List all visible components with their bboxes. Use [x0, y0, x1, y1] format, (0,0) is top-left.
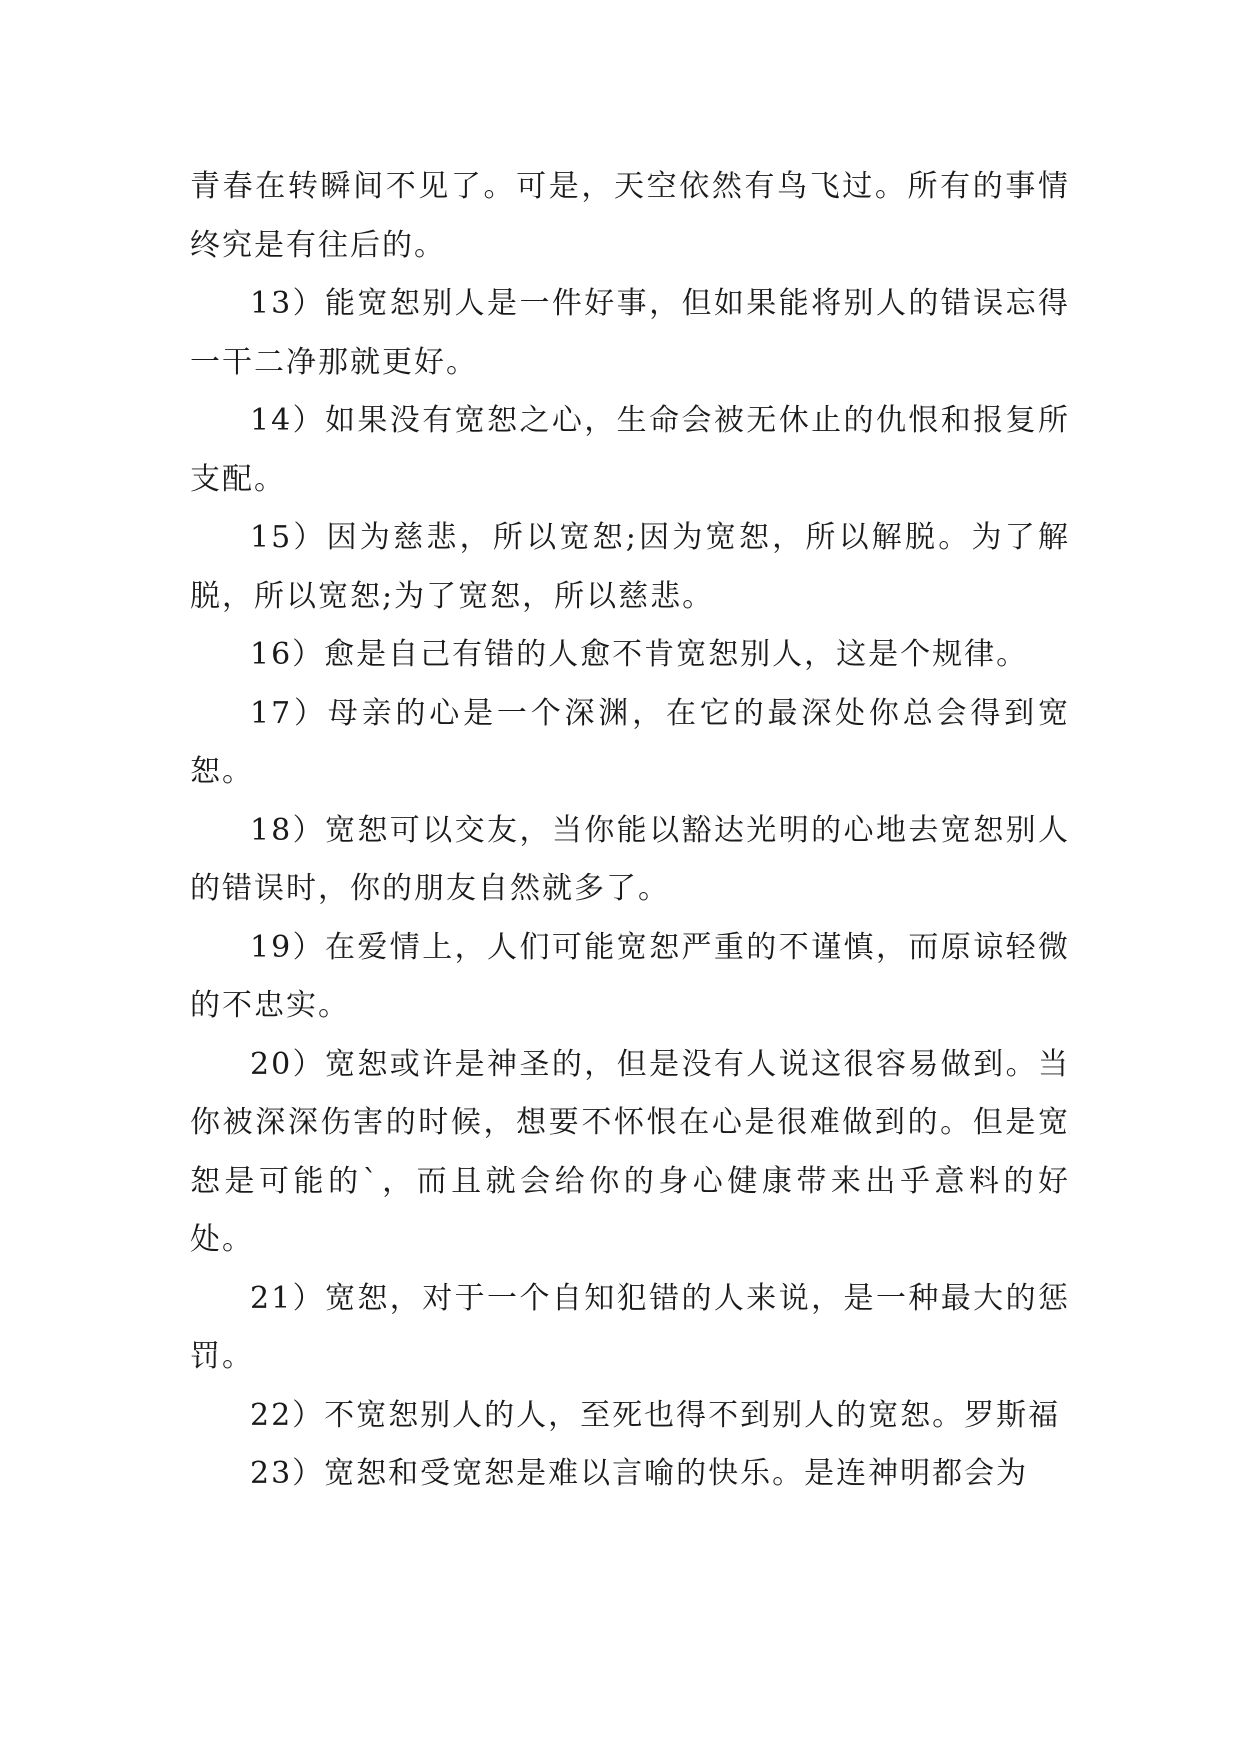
paragraph-13: 13）能宽恕别人是一件好事，但如果能将别人的错误忘得一干二净那就更好。: [190, 286, 1070, 380]
paragraph-22: 22）不宽恕别人的人，至死也得不到别人的宽恕。罗斯福: [250, 1397, 1061, 1433]
paragraph-19: 19）在爱情上，人们可能宽恕严重的不谨慎，而原谅轻微的不忠实。: [190, 929, 1070, 1023]
paragraph-23: 23）宽恕和受宽恕是难以言喻的快乐。是连神明都会为: [250, 1456, 1029, 1491]
paragraph-intro: 青春在转瞬间不见了。可是，天空依然有鸟飞过。所有的事情终究是有往后的。: [190, 169, 1070, 263]
paragraph-15: 15）因为慈悲，所以宽恕;因为宽恕，所以解脱。为了解脱，所以宽恕;为了宽恕，所以慈悲。: [190, 520, 1070, 614]
document-body: [190, 158, 1070, 1504]
paragraph-21: 21）宽恕，对于一个自知犯错的人来说，是一种最大的惩罚。: [190, 1280, 1070, 1374]
paragraph-18: 18）宽恕可以交友，当你能以豁达光明的心地去宽恕别人的错误时，你的朋友自然就多了。: [190, 812, 1070, 906]
paragraph-20: 20）宽恕或许是神圣的，但是没有人说这很容易做到。当你被深深伤害的时候，想要不怀恨在心是很难做到的。但是宽恕是可能的`，而且就会给你的身心健康带来出乎意料的好处。: [190, 1046, 1070, 1257]
paragraph-16: 16）愈是自己有错的人愈不肯宽恕别人，这是个规律。: [250, 637, 1029, 672]
paragraph-14: 14）如果没有宽恕之心，生命会被无休止的仇恨和报复所支配。: [190, 403, 1070, 497]
paragraph-17: 17）母亲的心是一个深渊，在它的最深处你总会得到宽恕。: [190, 695, 1070, 789]
